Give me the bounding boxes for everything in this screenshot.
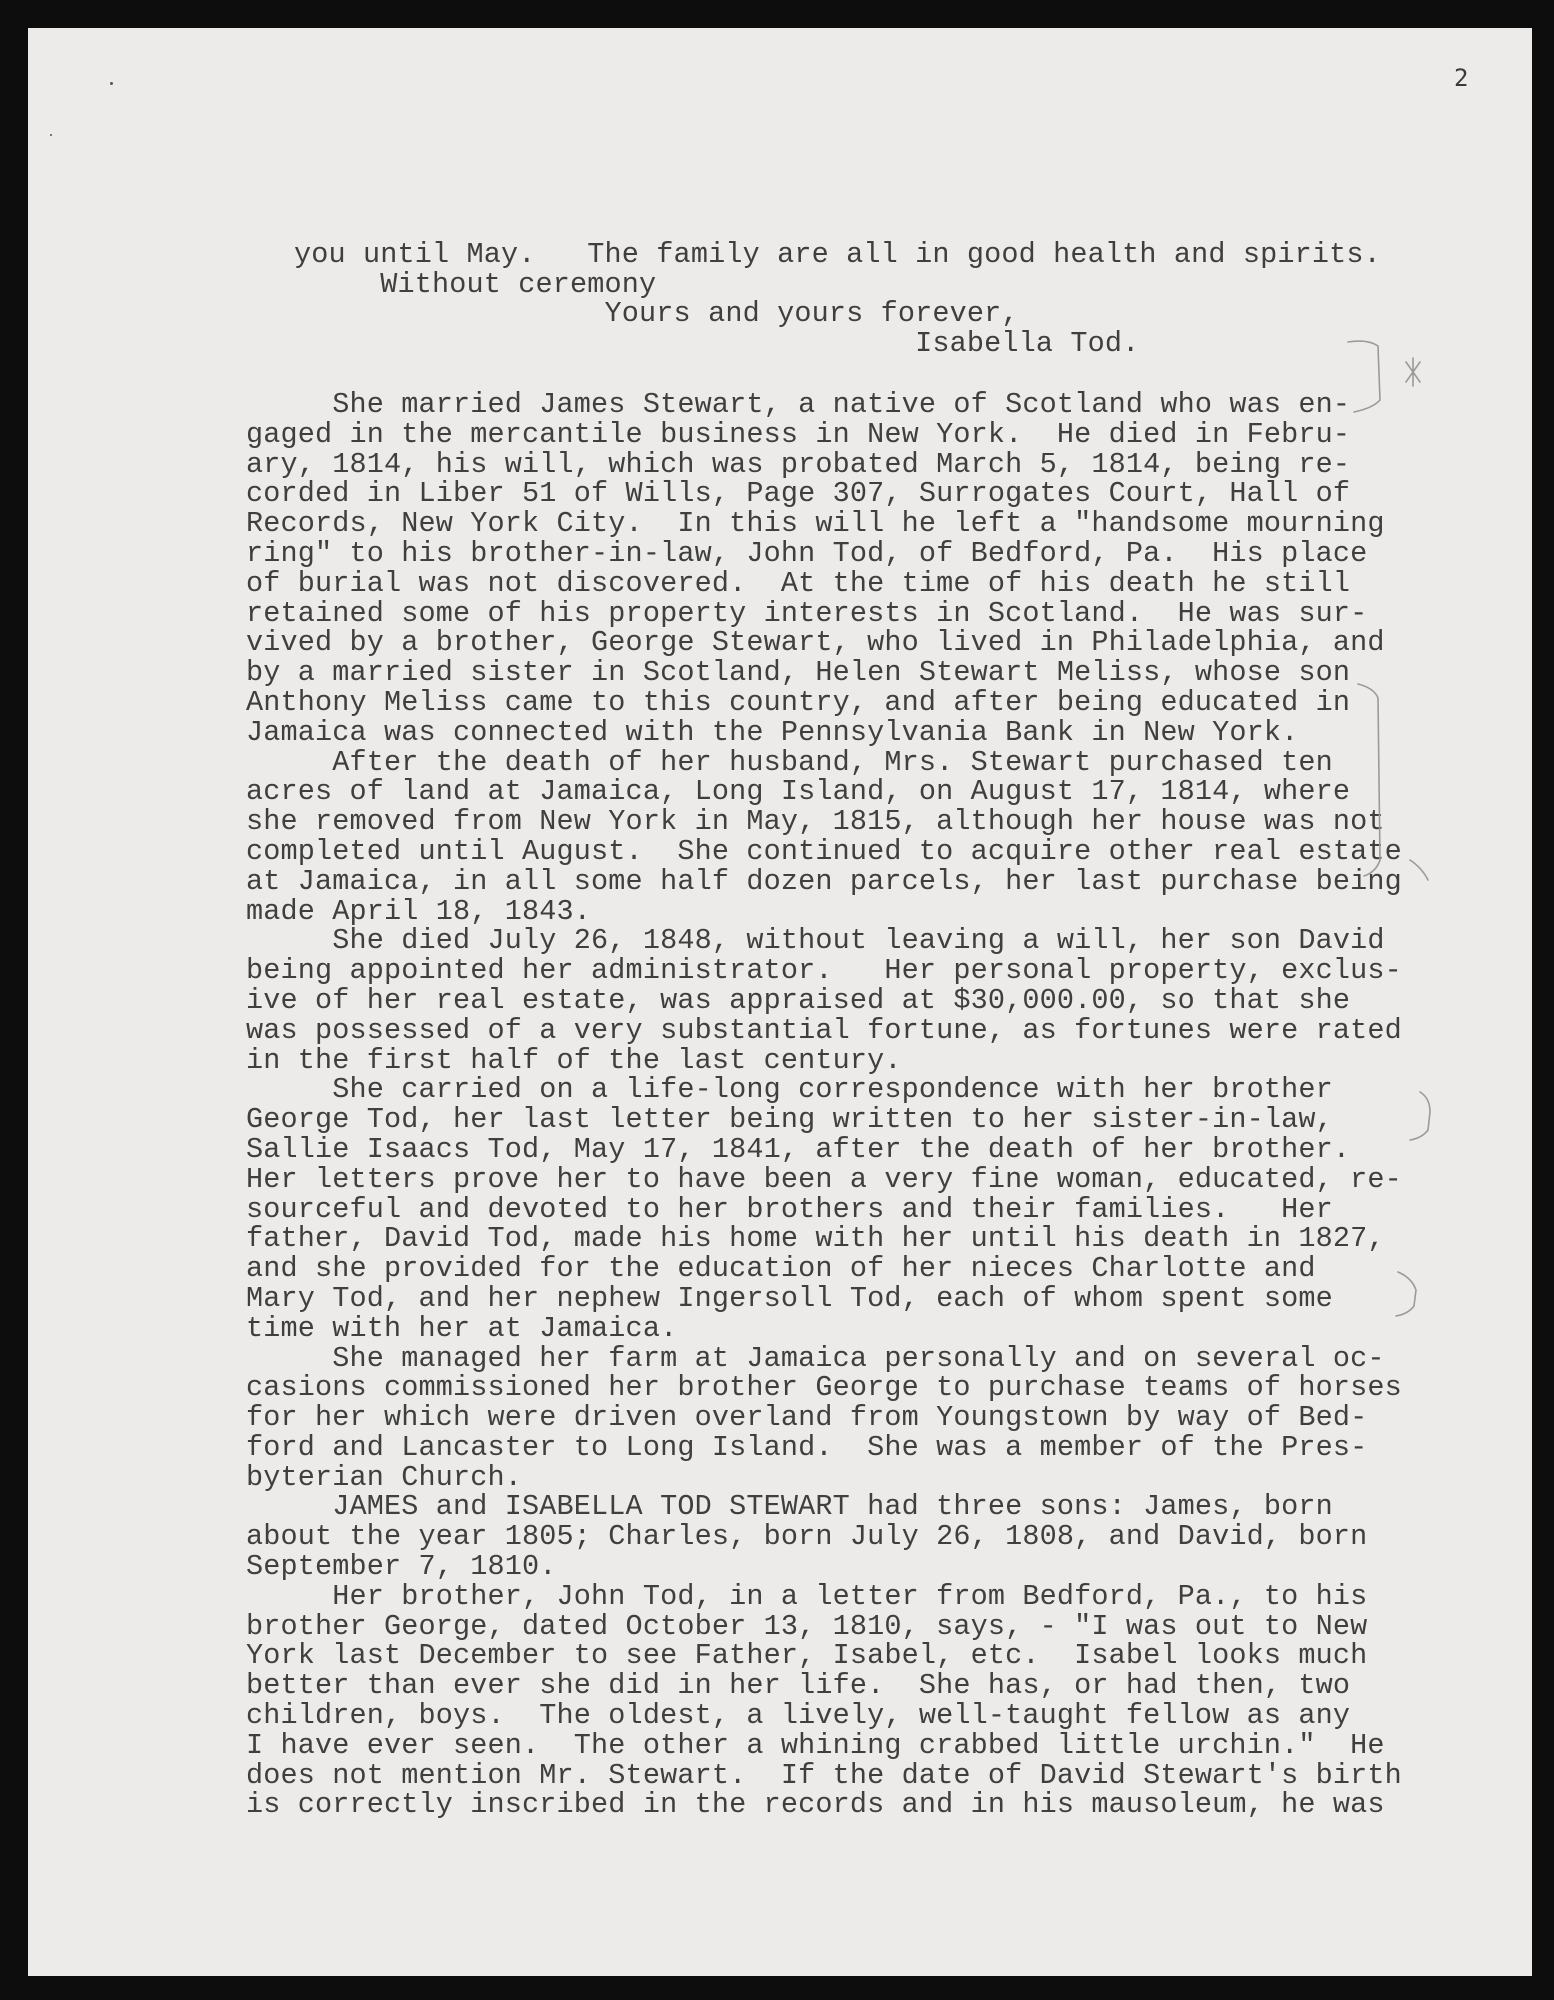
body-line: York last December to see Father, Isabel, etc. Isabel looks much bbox=[246, 1639, 1368, 1673]
body-line: gaged in the mercantile business in New York. He died in Febru- bbox=[246, 417, 1351, 451]
letter-closing bbox=[294, 240, 1381, 358]
paper-speck bbox=[110, 82, 113, 85]
body-line: I have ever seen. The other a whining crabbed little urchin." He bbox=[246, 1728, 1385, 1762]
paper-speck bbox=[50, 134, 52, 136]
closing-line: Isabella Tod. bbox=[294, 326, 1140, 360]
body-line: byterian Church. bbox=[246, 1460, 523, 1494]
page-number: 2 bbox=[1454, 64, 1469, 92]
body-line: at Jamaica, in all some half dozen parcels, her last purchase being bbox=[246, 864, 1402, 898]
body-line: ring" to his brother-in-law, John Tod, of Bedford, Pa. His place bbox=[246, 536, 1368, 570]
closing-line: you until May. The family are all in good health and spirits. bbox=[294, 238, 1381, 271]
document-page bbox=[28, 28, 1532, 1976]
body-line: and she provided for the education of her nieces Charlotte and bbox=[246, 1252, 1316, 1286]
body-line: Records, New York City. In this will he left a "handsome mourning bbox=[246, 507, 1385, 541]
body-line: was possessed of a very substantial fortune, as fortunes were rated bbox=[246, 1013, 1402, 1047]
body-line: is correctly inscribed in the records and in his mausoleum, he was bbox=[246, 1788, 1385, 1822]
pencil-bracket-mark bbox=[1410, 1092, 1430, 1140]
body-line: vived by a brother, George Stewart, who lived in Philadelphia, and bbox=[246, 626, 1385, 660]
body-line: After the death of her husband, Mrs. Stewart purchased ten bbox=[246, 745, 1333, 779]
body-line: Mary Tod, and her nephew Ingersoll Tod, each of whom spent some bbox=[246, 1281, 1333, 1315]
body-line: She managed her farm at Jamaica personally and on several oc- bbox=[246, 1341, 1385, 1375]
body-line: Her brother, John Tod, in a letter from Bedford, Pa., to his bbox=[246, 1579, 1368, 1613]
body-line: She married James Stewart, a native of Scotland who was en- bbox=[246, 388, 1351, 421]
body-line: brother George, dated October 13, 1810, says, - "I was out to New bbox=[246, 1609, 1368, 1643]
body-line: of burial was not discovered. At the time of his death he still bbox=[246, 566, 1351, 600]
body-line: September 7, 1810. bbox=[246, 1550, 557, 1584]
body-line: corded in Liber 51 of Wills, Page 307, Surrogates Court, Hall of bbox=[246, 477, 1351, 511]
body-line: acres of land at Jamaica, Long Island, on August 17, 1814, where bbox=[246, 775, 1351, 809]
body-line: time with her at Jamaica. bbox=[246, 1311, 678, 1345]
closing-line: Without ceremony bbox=[294, 267, 657, 301]
body-line: casions commissioned her brother George to purchase teams of horses bbox=[246, 1371, 1402, 1405]
body-line: about the year 1805; Charles, born July 26, 1808, and David, born bbox=[246, 1520, 1368, 1554]
body-text bbox=[246, 390, 1402, 1820]
body-line: sourceful and devoted to her brothers and their families. Her bbox=[246, 1192, 1333, 1226]
body-line: being appointed her administrator. Her personal property, exclus- bbox=[246, 954, 1402, 988]
body-line: She died July 26, 1848, without leaving a will, her son David bbox=[246, 924, 1385, 958]
body-line: Jamaica was connected with the Pennsylvania Bank in New York. bbox=[246, 715, 1299, 749]
body-line: George Tod, her last letter being written to her sister-in-law, bbox=[246, 1103, 1333, 1137]
body-line: made April 18, 1843. bbox=[246, 894, 592, 928]
body-line: children, boys. The oldest, a lively, well-taught fellow as any bbox=[246, 1699, 1351, 1733]
body-line: completed until August. She continued to acquire other real estate bbox=[246, 834, 1402, 868]
body-line: does not mention Mr. Stewart. If the date of David Stewart's birth bbox=[246, 1758, 1402, 1792]
body-line: Her letters prove her to have been a very fine woman, educated, re- bbox=[246, 1162, 1402, 1196]
pencil-asterisk-mark bbox=[1406, 358, 1420, 386]
closing-line: Yours and yours forever, bbox=[294, 297, 1019, 330]
body-line: Sallie Isaacs Tod, May 17, 1841, after the death of her brother. bbox=[246, 1132, 1351, 1166]
body-line: retained some of his property interests in Scotland. He was sur- bbox=[246, 596, 1368, 630]
body-line: she removed from New York in May, 1815, although her house was not bbox=[246, 805, 1385, 839]
body-line: father, David Tod, made his home with her until his death in 1827, bbox=[246, 1222, 1385, 1256]
body-line: ford and Lancaster to Long Island. She was a member of the Pres- bbox=[246, 1430, 1368, 1464]
body-line: Anthony Meliss came to this country, and after being educated in bbox=[246, 685, 1351, 719]
pencil-tick-mark bbox=[1410, 860, 1428, 880]
body-line: by a married sister in Scotland, Helen Stewart Meliss, whose son bbox=[246, 656, 1351, 690]
body-line: for her which were driven overland from Youngstown by way of Bed- bbox=[246, 1401, 1368, 1435]
body-line: ary, 1814, his will, which was probated March 5, 1814, being re- bbox=[246, 447, 1351, 481]
body-line: She carried on a life-long correspondence with her brother bbox=[246, 1073, 1333, 1107]
body-line: ive of her real estate, was appraised at $30,000.00, so that she bbox=[246, 983, 1351, 1017]
body-line: JAMES and ISABELLA TOD STEWART had three sons: James, born bbox=[246, 1490, 1333, 1524]
body-line: better than ever she did in her life. She has, or had then, two bbox=[246, 1669, 1351, 1703]
body-line: in the first half of the last century. bbox=[246, 1043, 902, 1077]
